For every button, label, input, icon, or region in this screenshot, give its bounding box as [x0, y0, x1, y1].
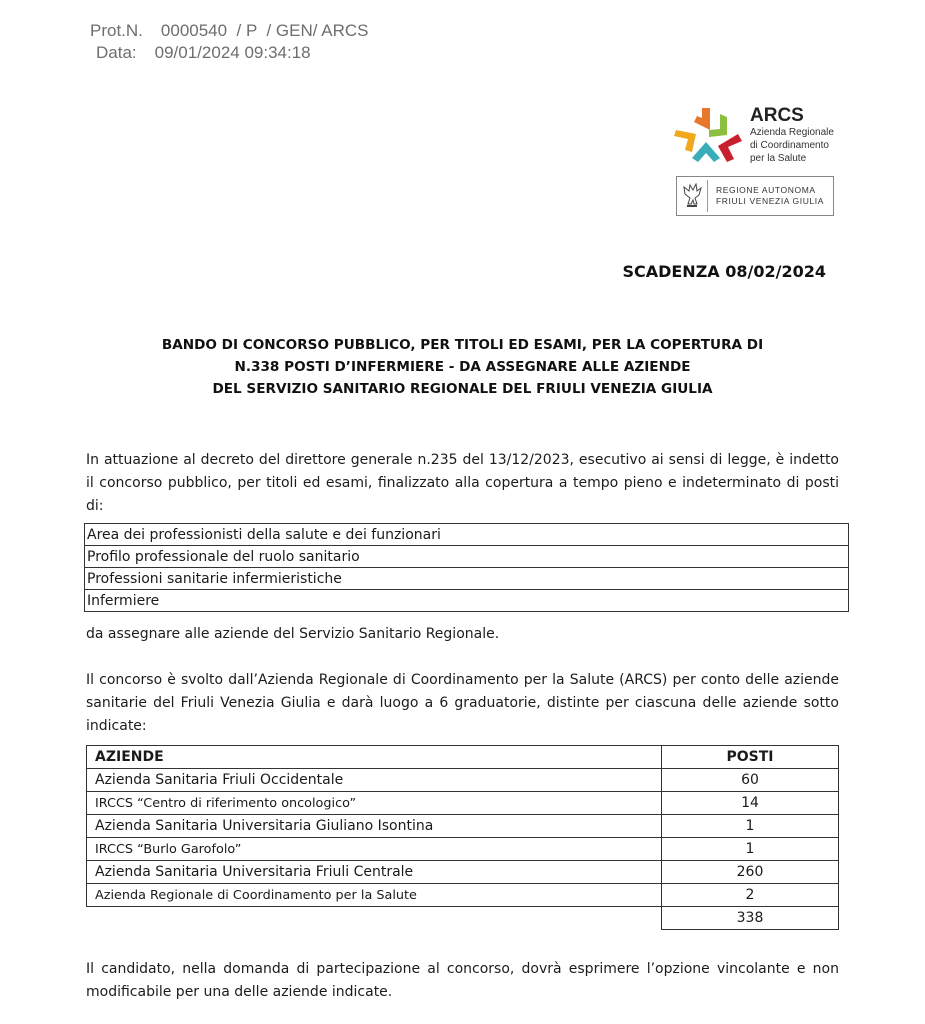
azienda-name: Azienda Regionale di Coordinamento per la Salute	[87, 884, 662, 907]
protocol-number-value: 0000540 / P / GEN/ ARCS	[160, 21, 369, 40]
azienda-posti: 1	[662, 838, 839, 861]
protocol-number-label: Prot.N.	[90, 21, 143, 40]
arcs-logo	[672, 104, 842, 216]
table-row	[85, 590, 849, 612]
header-aziende: AZIENDE	[87, 746, 662, 769]
azienda-posti: 260	[662, 861, 839, 884]
region-logo	[676, 176, 834, 216]
table-row	[85, 568, 849, 590]
table-header-row	[87, 746, 839, 769]
title-line-1: BANDO DI CONCORSO PUBBLICO, PER TITOLI ED ESAMI, PER LA COPERTURA DI	[161, 337, 764, 353]
profile-area: Area dei professionisti della salute e dei funzionari	[85, 524, 849, 546]
table-row	[87, 792, 839, 815]
protocol-stamp	[90, 20, 368, 64]
eagle-icon	[677, 180, 708, 212]
table-row	[87, 769, 839, 792]
table-row	[87, 815, 839, 838]
table-row	[85, 546, 849, 568]
arcs-star-icon	[672, 104, 744, 168]
deadline: SCADENZA 08/02/2024	[622, 262, 826, 281]
document-title	[86, 334, 839, 400]
region-text-2: FRIULI VENEZIA GIULIA	[716, 196, 825, 206]
table-row	[87, 884, 839, 907]
title-line-2: N.338 POSTI D’INFERMIERE - DA ASSEGNARE ALLE AZIENDE	[234, 359, 691, 375]
logo-subtitle-1: Azienda Regionale	[750, 127, 834, 138]
profile-profession: Professioni sanitarie infermieristiche	[85, 568, 849, 590]
table-total-row	[87, 907, 839, 930]
total-posti: 338	[662, 907, 839, 930]
logo-subtitle-2: di Coordinamento	[750, 140, 829, 151]
azienda-name: Azienda Sanitaria Universitaria Giuliano Isontina	[87, 815, 662, 838]
total-spacer	[87, 907, 662, 930]
aziende-table	[86, 745, 839, 930]
azienda-name: Azienda Sanitaria Universitaria Friuli Centrale	[87, 861, 662, 884]
azienda-name: IRCCS “Centro di riferimento oncologico”	[87, 792, 662, 815]
header-posti: POSTI	[662, 746, 839, 769]
azienda-name: IRCCS “Burlo Garofolo”	[87, 838, 662, 861]
protocol-date-line	[90, 42, 368, 64]
logo-subtitle-3: per la Salute	[750, 153, 807, 164]
table-row	[87, 861, 839, 884]
azienda-name: Azienda Sanitaria Friuli Occidentale	[87, 769, 662, 792]
logo-name: ARCS	[750, 105, 804, 126]
profile-table	[84, 523, 849, 612]
assignment-paragraph: da assegnare alle aziende del Servizio Sanitario Regionale.	[86, 626, 500, 642]
title-line-3: DEL SERVIZIO SANITARIO REGIONALE DEL FRIULI VENEZIA GIULIA	[212, 381, 713, 397]
azienda-posti: 2	[662, 884, 839, 907]
closing-paragraph: Il candidato, nella domanda di partecipazione al concorso, dovrà esprimere l’opzione vincolante e non modificabile per una delle aziende indicate.	[86, 961, 839, 1000]
table-row	[87, 838, 839, 861]
protocol-date-label: Data:	[96, 43, 137, 62]
azienda-posti: 60	[662, 769, 839, 792]
region-text-1: REGIONE AUTONOMA	[716, 185, 816, 195]
intro-paragraph: In attuazione al decreto del direttore generale n.235 del 13/12/2023, esecutivo ai sensi di legge, è indetto il concorso pubblico, per titoli ed esami, finalizzato alla copertura a tempo pieno e indeterminato di posti di:	[86, 452, 839, 514]
protocol-date-value: 09/01/2024 09:34:18	[154, 43, 311, 62]
profile-role: Profilo professionale del ruolo sanitario	[85, 546, 849, 568]
table-row	[85, 524, 849, 546]
protocol-number-line	[90, 20, 368, 42]
azienda-posti: 1	[662, 815, 839, 838]
profile-position: Infermiere	[85, 590, 849, 612]
azienda-posti: 14	[662, 792, 839, 815]
organizer-paragraph: Il concorso è svolto dall’Azienda Regionale di Coordinamento per la Salute (ARCS) per conto delle aziende sanitarie del Friuli Venezia Giulia e darà luogo a 6 graduatorie, distinte per ciascuna delle aziende sotto indicate:	[86, 672, 839, 734]
